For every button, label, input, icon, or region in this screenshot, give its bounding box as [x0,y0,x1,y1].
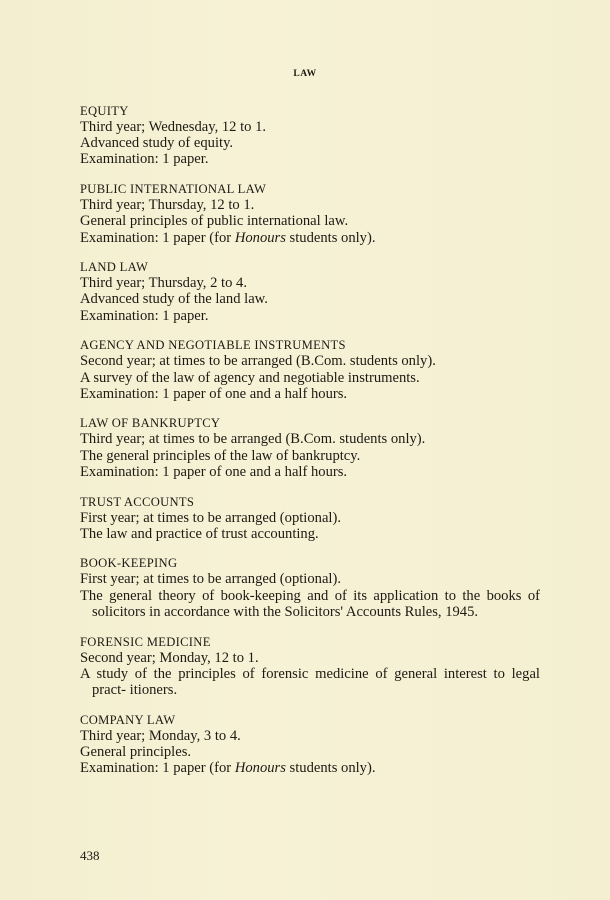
course-schedule: Second year; at times to be arranged (B.Com. students only). [80,353,436,370]
exam-text: Examination: 1 paper (for [80,229,235,246]
course-schedule: Second year; Monday, 12 to 1. [80,649,259,666]
course-description: Advanced study of equity. [80,135,234,152]
course-agency-negotiable-instruments [80,338,540,402]
course-public-international-law [80,182,540,246]
course-description: Advanced study of the land law. [80,291,268,308]
course-heading: PUBLIC INTERNATIONAL LAW [80,182,267,197]
course-schedule: Third year; Monday, 3 to 4. [80,727,241,744]
course-list [80,104,540,791]
course-examination: Examination: 1 paper of one and a half hours. [80,385,348,402]
course-law-of-bankruptcy [80,416,540,480]
course-examination [80,760,540,776]
course-examination: Examination: 1 paper of one and a half hours. [80,463,348,480]
course-heading: EQUITY [80,104,129,118]
course-heading: COMPANY LAW [80,712,176,727]
page-number: 438 [80,848,100,863]
course-schedule: First year; at times to be arranged (optional). [80,571,341,588]
course-heading: AGENCY AND NEGOTIABLE INSTRUMENTS [80,338,346,353]
course-heading: FORENSIC MEDICINE [80,634,211,649]
course-heading: LAND LAW [80,260,149,275]
course-land-law [80,260,540,324]
course-description: The general theory of book-keeping and of its application to the books of solicitors in accordance with the Solicitors' Accounts Rules, 1945. [80,587,540,620]
course-forensic-medicine [80,635,540,699]
course-description: A survey of the law of agency and negotiable instruments. [80,369,420,386]
course-description: A study of the principles of forensic medicine of general interest to legal pract- itioners. [80,665,540,698]
exam-text-end: students only). [285,229,376,246]
honours-italic: Honours [234,229,286,246]
course-heading: TRUST ACCOUNTS [80,494,195,509]
course-description: The general principles of the law of bankruptcy. [80,447,361,464]
course-description: The law and practice of trust accounting. [80,525,319,542]
course-trust-accounts [80,495,540,542]
course-examination: Examination: 1 paper. [80,307,209,324]
course-examination: Examination: 1 paper. [80,151,209,168]
course-schedule: Third year; Thursday, 2 to 4. [80,275,247,292]
course-schedule: Third year; Thursday, 12 to 1. [80,197,255,214]
course-schedule: First year; at times to be arranged (optional). [80,509,341,526]
course-heading: BOOK-KEEPING [80,556,178,571]
exam-text: Examination: 1 paper (for [80,760,235,777]
course-description: General principles. [80,743,192,760]
honours-italic: Honours [234,760,286,777]
course-examination [80,230,540,246]
course-heading: LAW OF BANKRUPTCY [80,416,221,431]
course-equity [80,104,540,168]
course-schedule: Third year; Wednesday, 12 to 1. [80,119,267,135]
course-description: General principles of public international law. [80,213,349,230]
course-schedule: Third year; at times to be arranged (B.Com. students only). [80,431,426,448]
course-book-keeping [80,556,540,620]
running-head: LAW [293,69,317,79]
exam-text-end: students only). [285,760,376,777]
course-company-law [80,713,540,777]
